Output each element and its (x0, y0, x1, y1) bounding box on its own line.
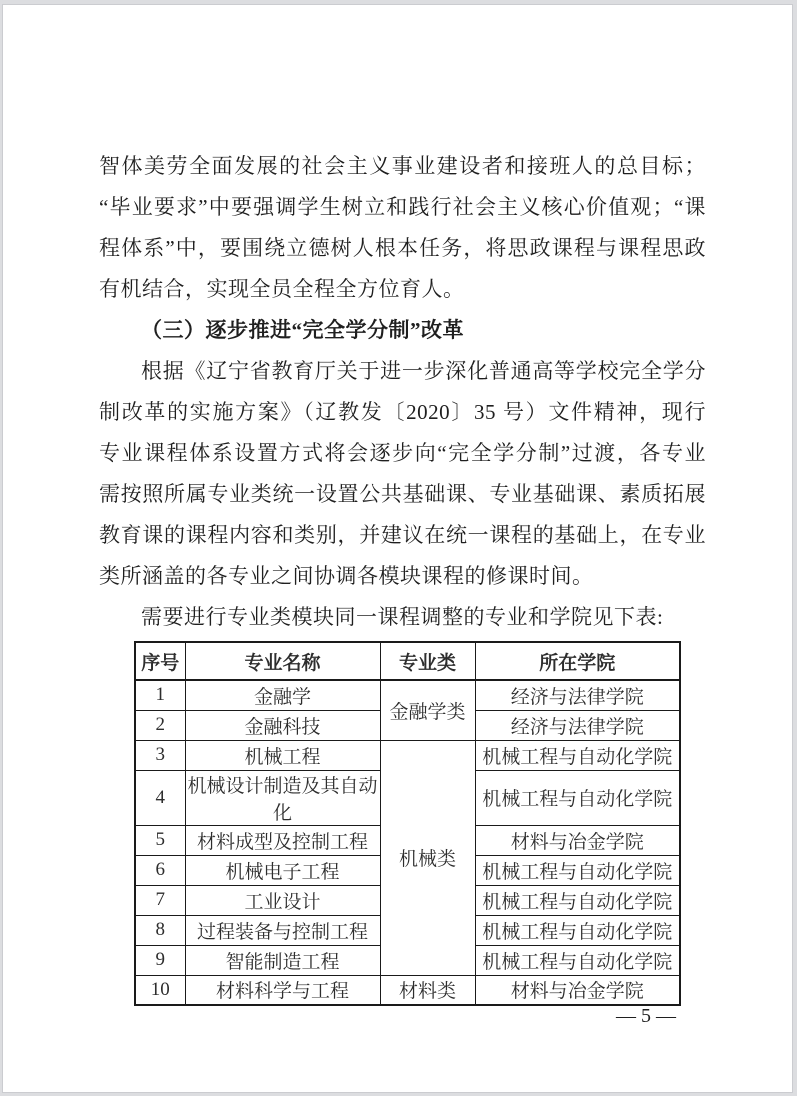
table-row (135, 975, 680, 1005)
cell-college: 材料与冶金学院 (475, 975, 680, 1005)
cell-no: 10 (135, 975, 185, 1005)
cell-no: 6 (135, 855, 185, 885)
cell-no: 4 (135, 770, 185, 825)
table-row (135, 740, 680, 770)
cell-college: 机械工程与自动化学院 (475, 740, 680, 770)
cell-college: 机械工程与自动化学院 (475, 915, 680, 945)
cell-no: 9 (135, 945, 185, 975)
cell-major-name: 智能制造工程 (185, 945, 380, 975)
cell-category: 机械类 (380, 740, 475, 975)
cell-college: 材料与冶金学院 (475, 825, 680, 855)
paragraph-line: 教育课的课程内容和类别，并建议在统一课程的基础上，在专业 (99, 523, 706, 547)
cell-category: 材料类 (380, 975, 475, 1005)
paragraph-line: 需按照所属专业类统一设置公共基础课、专业基础课、素质拓展 (99, 482, 706, 506)
paragraph-line: 智体美劳全面发展的社会主义事业建设者和接班人的总目标； (99, 154, 706, 178)
paragraph-line: 专业课程体系设置方式将会逐步向“完全学分制”过渡，各专业 (99, 441, 706, 465)
cell-major-name: 机械电子工程 (185, 855, 380, 885)
cell-major-name: 机械工程 (185, 740, 380, 770)
cell-no: 2 (135, 710, 185, 740)
page-number: — 5 — (616, 1005, 676, 1027)
table-row (135, 680, 680, 710)
cell-major-name: 过程装备与控制工程 (185, 915, 380, 945)
cell-no: 8 (135, 915, 185, 945)
cell-category: 金融学类 (380, 680, 475, 740)
paragraph-line: 类所涵盖的各专业之间协调各模块课程的修课时间。 (99, 564, 594, 588)
cell-college: 机械工程与自动化学院 (475, 770, 680, 825)
cell-no: 5 (135, 825, 185, 855)
paragraph-line: 程体系”中，要围绕立德树人根本任务，将思政课程与课程思政 (99, 236, 706, 260)
cell-no: 3 (135, 740, 185, 770)
paragraph-line: “毕业要求”中要强调学生树立和践行社会主义核心价值观；“课 (99, 195, 706, 219)
cell-college: 经济与法律学院 (475, 710, 680, 740)
cell-college: 经济与法律学院 (475, 680, 680, 710)
cell-major-name: 金融学 (185, 680, 380, 710)
cell-no: 7 (135, 885, 185, 915)
cell-major-name: 金融科技 (185, 710, 380, 740)
paragraph-line: 根据《辽宁省教育厅关于进一步深化普通高等学校完全学分 (141, 359, 706, 383)
section-heading: （三）逐步推进“完全学分制”改革 (141, 318, 464, 342)
cell-major-name: 工业设计 (185, 885, 380, 915)
cell-major-name: 机械设计制造及其自动化 (185, 770, 380, 825)
header-major-category: 专业类 (380, 642, 475, 680)
cell-major-name: 材料科学与工程 (185, 975, 380, 1005)
document-page (2, 4, 793, 1093)
cell-no: 1 (135, 680, 185, 710)
cell-major-name: 材料成型及控制工程 (185, 825, 380, 855)
header-no: 序号 (135, 642, 185, 680)
body-text (99, 146, 706, 638)
paragraph-line: 有机结合，实现全员全程全方位育人。 (99, 277, 465, 301)
table-intro-line: 需要进行专业类模块同一课程调整的专业和学院见下表: (141, 605, 664, 629)
header-college: 所在学院 (475, 642, 680, 680)
cell-college: 机械工程与自动化学院 (475, 885, 680, 915)
header-major-name: 专业名称 (185, 642, 380, 680)
cell-college: 机械工程与自动化学院 (475, 855, 680, 885)
table-header-row (135, 642, 680, 680)
paragraph-line: 制改革的实施方案》（辽教发〔2020〕35 号）文件精神，现行 (99, 400, 706, 424)
majors-table (134, 641, 681, 1006)
cell-college: 机械工程与自动化学院 (475, 945, 680, 975)
